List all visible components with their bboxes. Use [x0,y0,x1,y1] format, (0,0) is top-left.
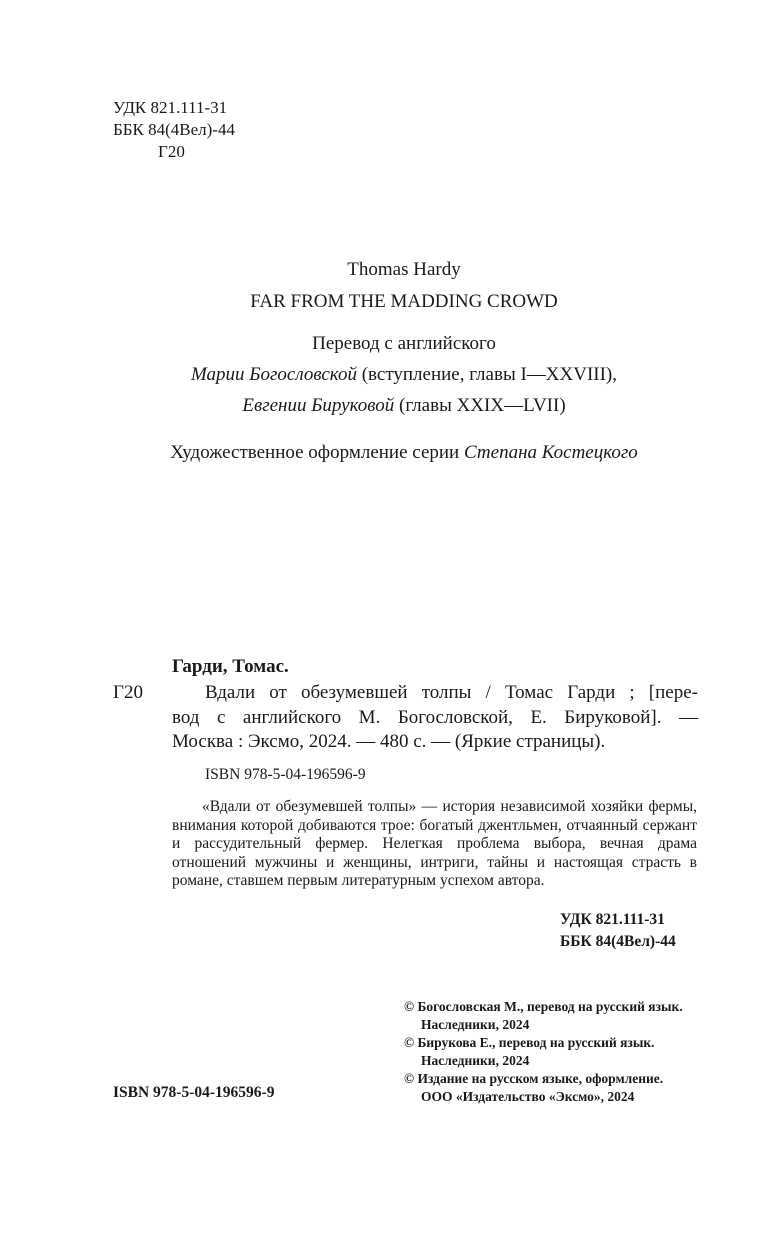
copyright-1-line-1: © Богословская М., перевод на русский язык. [404,999,683,1014]
catalog-mark: Г20 [113,682,143,703]
original-author: Thomas Hardy [347,259,461,280]
translator-2-name: Евгении Бируковой [242,395,395,416]
catalog-bbk: ББК 84(4Вел)-44 [560,933,676,950]
translator-2 [0,395,768,417]
catalog-entry-line-2: вод с английского М. Богословской, Е. Бируковой]. — [172,707,698,728]
annotation: «Вдали от обезумевшей толпы» — история независимой хозяйки фермы, внимания которой добиваются трое: богатый джентльмен, отчаянный сержант и рассудительный фермер. Нелегкая проблема выбора, вечная драма отношений мужчины и женщины, интриги, тайны и настоящая страсть в романе, ставшем первым литературным успехом автора. [172,798,697,889]
design-credit [0,442,768,464]
translator-2-scope: (главы XXIX—LVII) [394,395,566,416]
copyright-3-line-1: © Издание на русском языке, оформление. [404,1071,664,1086]
original-title: FAR FROM THE MADDING CROWD [250,291,558,312]
translation-label: Перевод с английского [312,333,496,354]
translator-1 [0,364,768,386]
catalog-entry-line-3: Москва : Эксмо, 2024. — 480 с. — (Яркие страницы). [172,731,606,752]
catalog-classification [560,909,676,953]
design-label: Художественное оформление серии [170,442,464,463]
author-mark: Г20 [158,142,185,161]
udk-code: УДК 821.111-31 [113,98,228,117]
catalog-heading: Гарди, Томас. [172,656,289,677]
copyright-1-line-2: Наследники, 2024 [421,1017,530,1032]
bbk-code: ББК 84(4Вел)-44 [113,120,235,139]
footer-isbn: ISBN 978-5-04-196596-9 [113,1084,275,1101]
translator-1-scope: (вступление, главы I—XXVIII), [356,364,618,385]
copyright-2-line-1: © Бирукова Е., перевод на русский язык. [404,1035,655,1050]
designer-name: Степана Костецкого [463,442,638,463]
copyright-3-line-2: ООО «Издательство «Эксмо», 2024 [421,1089,635,1104]
catalog-udk: УДК 821.111-31 [560,911,665,928]
copyright-2-line-2: Наследники, 2024 [421,1053,530,1068]
catalog-isbn: ISBN 978-5-04-196596-9 [205,766,366,783]
translator-1-name: Марии Богословской [190,364,357,385]
catalog-entry-line-1: Вдали от обезумевшей толпы / Томас Гарди ; [пере- [205,682,698,703]
classification-codes [113,97,235,163]
copyright-block [404,998,704,1106]
